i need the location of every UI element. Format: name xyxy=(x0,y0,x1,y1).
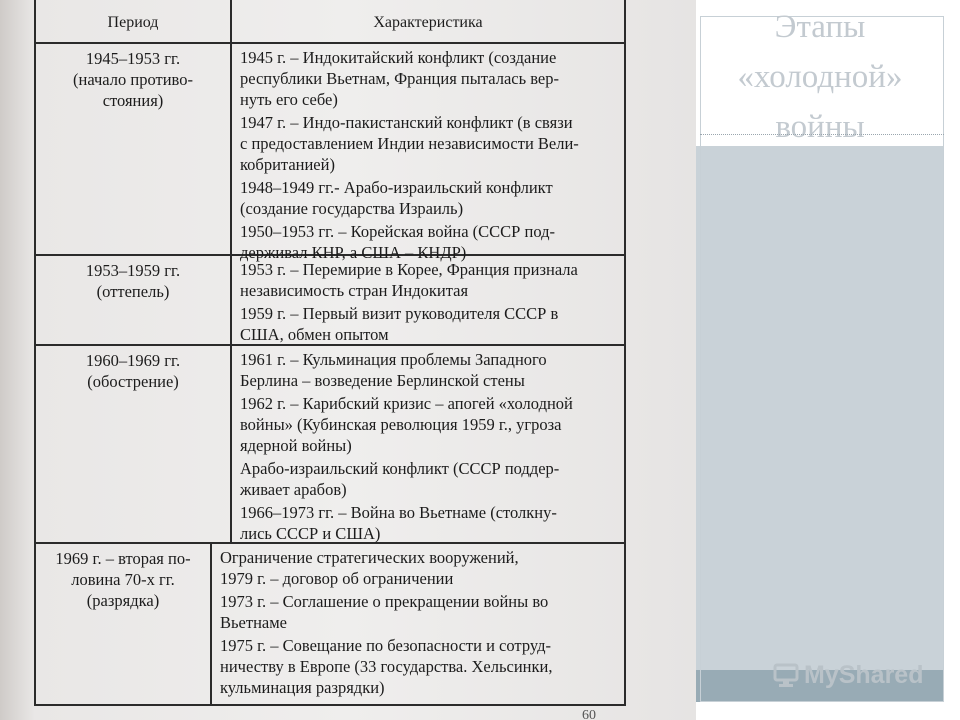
event-entry: Ограничение стратегических вооружений, 1979 г. – договор об ограничении xyxy=(220,548,519,588)
table-row xyxy=(36,346,624,544)
event-entry: 1973 г. – Соглашение о прекращении войны во Вьетнаме xyxy=(220,592,549,632)
event-entry: 1975 г. – Совещание по безопасности и сотруд- ничеству в Европе (33 государства. Хельсинки, кульминация разрядки) xyxy=(220,636,553,697)
table-row xyxy=(36,544,624,704)
watermark xyxy=(772,657,923,693)
table-header xyxy=(36,0,624,44)
slide-title: Этапы «холодной» войны xyxy=(737,9,903,145)
period-cell: 1969 г. – вторая по- ловина 70-х гг. (разрядка) xyxy=(55,549,191,610)
event-entry: 1948–1949 гг.- Арабо-израильский конфликт (создание государства Израиль) xyxy=(240,178,553,218)
table-row xyxy=(36,256,624,346)
watermark-text: MyShared xyxy=(804,660,924,689)
event-entry: 1950–1953 гг. – Корейская война (СССР под- держивал КНР, а США – КНДР) xyxy=(240,222,555,262)
event-entry: 1961 г. – Кульминация проблемы Западного Берлина – возведение Берлинской стены xyxy=(240,350,547,390)
description-cell xyxy=(240,47,616,265)
page-number: 60 xyxy=(582,708,596,720)
period-cell: 1945–1953 гг. (начало противо- стояния) xyxy=(73,49,193,110)
event-entry: 1953 г. – Перемирие в Корее, Франция признала независимость стран Индокитая xyxy=(240,260,578,300)
title-divider xyxy=(700,134,944,135)
description-cell xyxy=(220,547,616,700)
period-cell: 1953–1959 гг. (оттепель) xyxy=(85,261,181,301)
periods-table xyxy=(34,0,626,706)
monitor-icon xyxy=(772,661,800,689)
event-entry: 1962 г. – Карибский кризис – апогей «холодной войны» (Кубинская революция 1959 г., угроза ядерной войны) xyxy=(240,394,573,455)
description-cell xyxy=(240,259,616,347)
event-entry: 1947 г. – Индо-пакистанский конфликт (в связи с предоставлением Индии независимости Вели- кобританией) xyxy=(240,113,579,174)
period-cell: 1960–1969 гг. (обострение) xyxy=(85,351,181,391)
event-entry: Арабо-израильский конфликт (СССР поддер- живает арабов) xyxy=(240,459,560,499)
table-row xyxy=(36,44,624,262)
event-entry: 1959 г. – Первый визит руководителя СССР в США, обмен опытом xyxy=(240,304,559,344)
description-cell xyxy=(240,349,616,546)
header-characteristic: Характеристика xyxy=(373,14,483,31)
event-entry: 1945 г. – Индокитайский конфликт (создание республики Вьетнам, Франция пыталась вер- нуть его себе) xyxy=(240,48,560,109)
header-period: Период xyxy=(107,14,159,31)
event-entry: 1966–1973 гг. – Война во Вьетнаме (столкну- лись СССР и США) xyxy=(240,503,557,543)
